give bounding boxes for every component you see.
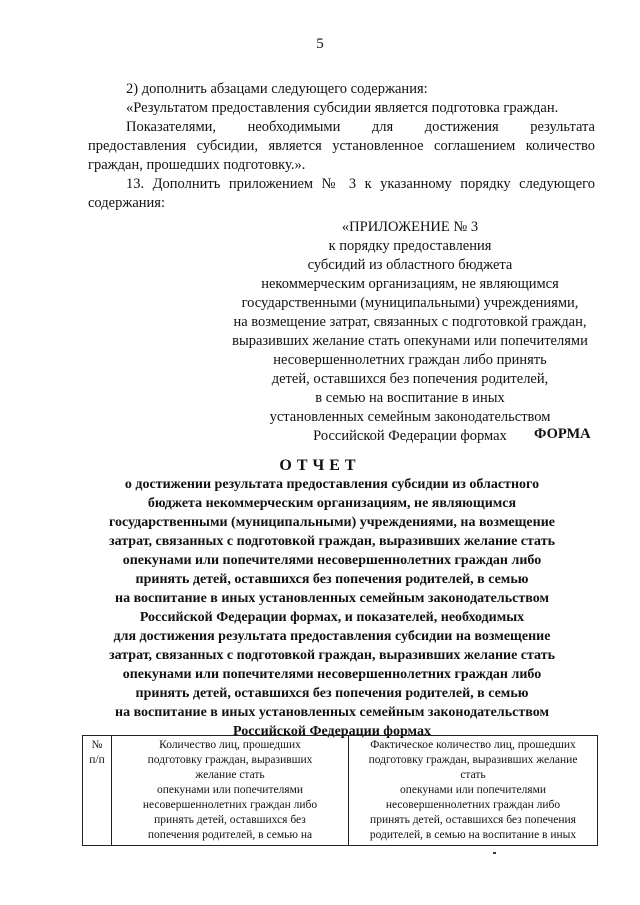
appendix-line: в семью на воспитание в иных [315, 390, 505, 406]
report-line: Российской Федерации формах [233, 724, 431, 739]
report-line: бюджета некоммерческим организациям, не являющимся [147, 496, 517, 511]
intro-line-3: Показателями, необходимыми для достижения результата [126, 119, 595, 135]
report-line: принять детей, оставшихся без попечения родителей, в семью [135, 572, 529, 587]
report-line: о достижении результата предоставления субсидии из областного [124, 477, 540, 492]
table-header-actual-count: Фактическое количество лиц, прошедших подготовку граждан, выразивших желание стать опекунами или попечителями несовершеннолетних граждан либо принять детей, оставшихся без попечения родителей, в семью на воспитание в иных [349, 736, 598, 846]
appendix-line: на возмещение затрат, связанных с подготовкой граждан, [233, 314, 587, 330]
appendix-line: детей, оставшихся без попечения родителей, [271, 371, 549, 387]
report-line: принять детей, оставшихся без попечения родителей, в семью [135, 686, 529, 701]
page-number: 5 [316, 36, 324, 52]
intro-line-4: предоставления субсидии, является установленное соглашением количество [88, 138, 595, 154]
form-label: ФОРМА [534, 426, 591, 442]
appendix-line: к порядку предоставления [328, 238, 492, 254]
appendix-line: установленных семейным законодательством [269, 409, 551, 425]
appendix-line: выразивших желание стать опекунами или попечителями [232, 333, 588, 349]
appendix-line: Российской Федерации формах [313, 428, 507, 444]
appendix-line: несовершеннолетних граждан либо принять [273, 352, 547, 368]
report-line: государственными (муниципальными) учреждениями, на возмещение [109, 515, 555, 530]
intro-line-7: содержания: [88, 195, 166, 211]
report-line: Российской Федерации формах, и показателей, необходимых [139, 610, 525, 625]
report-line: опекунами или попечителями несовершеннолетних граждан либо [122, 667, 542, 682]
report-line: для достижения результата предоставления субсидии на возмещение [113, 629, 551, 644]
intro-line-6: 13. Дополнить приложением № 3 к указанному порядку следующего [126, 176, 595, 192]
report-line: на воспитание в иных установленных семейным законодательством [115, 705, 549, 720]
report-line: затрат, связанных с подготовкой граждан, выразивших желание стать [109, 534, 555, 549]
intro-line-1: 2) дополнить абзацами следующего содержания: [126, 81, 428, 97]
intro-line-2: «Результатом предоставления субсидии является подготовка граждан. [126, 100, 559, 116]
appendix-line: государственными (муниципальными) учреждениями, [241, 295, 579, 311]
intro-line-5: граждан, прошедших подготовку.». [88, 157, 306, 173]
scan-mark [493, 852, 496, 854]
report-table [82, 735, 598, 846]
report-line: затрат, связанных с подготовкой граждан, выразивших желание стать [109, 648, 555, 663]
table-header-number: № п/п [83, 736, 112, 846]
appendix-title: «ПРИЛОЖЕНИЕ № 3 [341, 219, 479, 235]
report-line: на воспитание в иных установленных семейным законодательством [115, 591, 549, 606]
appendix-line: некоммерческим организациям, не являющимся [261, 276, 559, 292]
report-title: ОТЧЕТ [279, 457, 361, 474]
table-header-planned-count: Количество лиц, прошедших подготовку граждан, выразивших желание стать опекунами или попечителями несовершеннолетних граждан либо принять детей, оставшихся без попечения родителей, в семью на [112, 736, 349, 846]
report-line: опекунами или попечителями несовершеннолетних граждан либо [122, 553, 542, 568]
table-header-row [83, 736, 598, 846]
appendix-line: субсидий из областного бюджета [307, 257, 513, 273]
